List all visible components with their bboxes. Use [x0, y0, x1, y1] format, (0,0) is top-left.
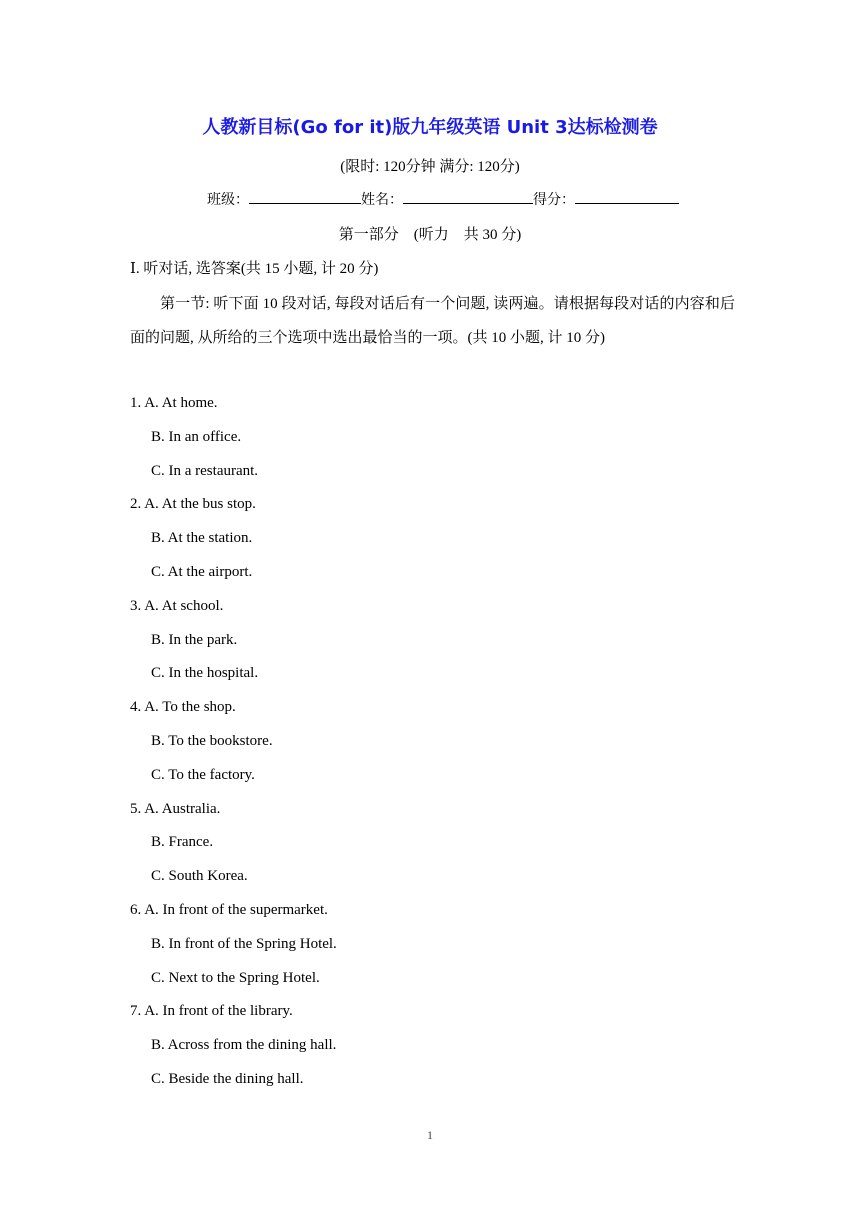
option-a: A. To the shop. — [144, 699, 236, 716]
page-number: 1 — [427, 1128, 433, 1142]
name-label: 姓名： — [361, 192, 403, 208]
class-label: 班级： — [207, 192, 249, 208]
option-a: A. At the bus stop. — [144, 496, 256, 513]
question-7 — [130, 998, 730, 1099]
question-6 — [130, 897, 730, 998]
option-a: A. In front of the library. — [144, 1003, 293, 1020]
score-blank[interactable] — [575, 189, 679, 204]
section-instructions: 第一节: 听下面 10 段对话, 每段对话后有一个问题, 读两遍。请根据每段对话的内容和后面的问题, 从所给的三个选项中选出最恰当的一项。(共 10 小题, 计 10 分) — [130, 296, 735, 346]
question-1 — [130, 390, 730, 491]
section-one-title: Ⅰ. 听对话, 选答案(共 15 小题, 计 20 分) — [130, 261, 379, 277]
question-number: 4. — [130, 699, 142, 716]
option-c: C. South Korea. — [151, 868, 248, 885]
part-one-title: 第一部分 (听力 共 30 分) — [338, 227, 522, 243]
option-c: C. In a restaurant. — [151, 462, 259, 479]
question-number: 2. — [130, 496, 142, 513]
question-4 — [130, 694, 730, 795]
option-c: C. Beside the dining hall. — [151, 1070, 304, 1087]
option-a: A. At school. — [144, 597, 224, 614]
option-a: A. At home. — [144, 395, 218, 411]
class-blank[interactable] — [249, 189, 361, 204]
question-number: 7. — [130, 1003, 142, 1020]
option-b: B. France. — [151, 834, 214, 851]
option-c: C. At the airport. — [151, 563, 253, 580]
option-c: C. Next to the Spring Hotel. — [151, 969, 320, 986]
option-b: B. In an office. — [151, 428, 242, 445]
question-2 — [130, 491, 730, 592]
option-b: B. Across from the dining hall. — [151, 1037, 337, 1054]
question-number: 6. — [130, 901, 142, 918]
question-5 — [130, 796, 730, 897]
question-number: 1. — [130, 395, 142, 411]
option-b: B. In front of the Spring Hotel. — [151, 935, 337, 952]
option-c: C. In the hospital. — [151, 665, 259, 682]
name-blank[interactable] — [403, 189, 533, 204]
option-b: B. At the station. — [151, 530, 253, 547]
option-c: C. To the factory. — [151, 766, 255, 783]
option-a: A. Australia. — [144, 800, 221, 817]
question-number: 5. — [130, 800, 142, 817]
question-list — [130, 390, 730, 1100]
document-title: 人教新目标(Go for it)版九年级英语 Unit 3达标检测卷 — [202, 117, 658, 138]
question-number: 3. — [130, 597, 142, 614]
option-b: B. To the bookstore. — [151, 732, 273, 749]
score-label: 得分： — [533, 192, 575, 208]
student-info-line — [207, 189, 679, 209]
option-b: B. In the park. — [151, 631, 238, 648]
question-3 — [130, 593, 730, 694]
time-score-limits: (限时: 120分钟 满分: 120分) — [340, 159, 520, 175]
option-a: A. In front of the supermarket. — [144, 901, 328, 918]
